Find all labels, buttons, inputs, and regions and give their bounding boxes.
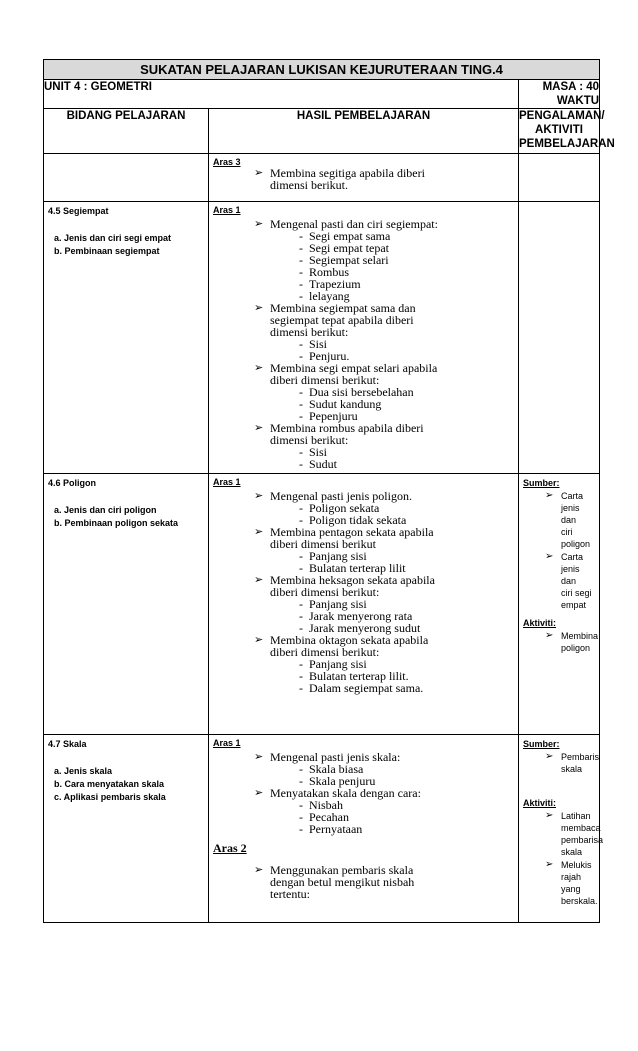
- arrow-bullet-icon: ➢: [254, 751, 264, 763]
- bidang-cell: [44, 474, 209, 735]
- sumber-item: ➢ Carta jenis dan ciri segi empat: [545, 551, 592, 610]
- bidang-cell: [44, 735, 209, 923]
- bullet-item: ➢ Mengenal pasti dan ciri segiempat:: [254, 217, 438, 231]
- pengalaman-cell: [519, 735, 604, 923]
- bidang-cell: [44, 154, 209, 202]
- sumber-item: ➢ Carta jenis dan ciri poligon: [545, 490, 591, 549]
- bullet-item: ➢ Membina oktagon sekata apabila diberi dimensi berikut:: [254, 633, 429, 659]
- bullet-item: ➢ Membina heksagon sekata apabila diberi dimensi berikut:: [254, 573, 435, 599]
- bullet-item: ➢ Mengenal pasti jenis skala:: [254, 750, 401, 764]
- table-row: [44, 474, 600, 735]
- bullet-item: ➢ Menggunakan pembaris skala dengan betul mengikut nisbah tertentu:: [254, 863, 415, 901]
- arrow-bullet-icon: ➢: [254, 167, 264, 179]
- arrow-bullet-icon: ➢: [254, 574, 264, 586]
- topic-title: 4.5 Segiempat: [48, 206, 109, 216]
- arrow-bullet-icon: ➢: [545, 859, 554, 870]
- bullet-item: ➢ Membina segiempat sama dan segiempat tepat apabila diberi dimensi berikut:: [254, 301, 416, 339]
- topic-title: 4.7 Skala: [48, 739, 87, 749]
- unit-label: UNIT 4 : GEOMETRI: [44, 80, 519, 109]
- aktiviti-label: Aktiviti:: [523, 798, 557, 808]
- aras-label: Aras 1: [213, 205, 241, 215]
- subtopic: b. Pembinaan segiempat: [54, 246, 160, 256]
- arrow-bullet-icon: ➢: [545, 630, 554, 641]
- subtopic: a. Jenis dan ciri segi empat: [54, 233, 172, 243]
- table-row: [44, 154, 600, 202]
- arrow-bullet-icon: ➢: [254, 302, 264, 314]
- header-pengalaman-line: AKTIVITI: [535, 124, 583, 136]
- subtopic: b. Cara menyatakan skala: [54, 779, 165, 789]
- masa-label: MASA : 40 WAKTU: [519, 80, 600, 109]
- pengalaman-cell: [519, 154, 600, 202]
- arrow-bullet-icon: ➢: [254, 422, 264, 434]
- aktiviti-item: ➢ Membina poligon: [545, 630, 599, 653]
- aras-label: Aras 2: [213, 841, 247, 855]
- subtopic: b. Pembinaan poligon sekata: [54, 518, 179, 528]
- arrow-bullet-icon: ➢: [545, 810, 554, 821]
- table-row: [44, 735, 600, 923]
- aktiviti-item: ➢ Melukis rajah yang berskala.: [545, 859, 598, 906]
- subtopic: a. Jenis dan ciri poligon: [54, 505, 157, 515]
- header-hasil: HASIL PEMBELAJARAN: [209, 109, 519, 154]
- bullet-item: ➢ Membina rombus apabila diberi dimensi berikut:: [254, 421, 424, 447]
- header-pengalaman-line: PEMBELAJARAN: [519, 138, 615, 150]
- aras-label: Aras 3: [213, 157, 241, 167]
- pengalaman-cell: [519, 202, 600, 474]
- arrow-bullet-icon: ➢: [254, 787, 264, 799]
- bullet-item: ➢ Membina segi empat selari apabila diberi dimensi berikut:: [254, 361, 438, 387]
- header-pengalaman-line: PENGALAMAN/: [519, 110, 605, 122]
- table-row: [44, 202, 600, 474]
- arrow-bullet-icon: ➢: [254, 634, 264, 646]
- arrow-bullet-icon: ➢: [545, 490, 554, 501]
- pengalaman-cell: [519, 474, 600, 735]
- sumber-label: Sumber:: [523, 478, 560, 488]
- bullet-item: ➢ Mengenal pasti jenis poligon.: [254, 489, 412, 503]
- bullet-item: ➢ Membina pentagon sekata apabila diberi dimensi berikut: [254, 525, 434, 551]
- arrow-bullet-icon: ➢: [254, 218, 264, 230]
- aras-label: Aras 1: [213, 477, 241, 487]
- bullet-item: ➢ Membina segitiga apabila diberi dimensi berikut.: [254, 166, 425, 192]
- arrow-bullet-icon: ➢: [545, 551, 554, 562]
- arrow-bullet-icon: ➢: [254, 490, 264, 502]
- subtopic: c. Aplikasi pembaris skala: [54, 792, 166, 802]
- bullet-item: ➢ Menyatakan skala dengan cara:: [254, 786, 421, 800]
- syllabus-table: [43, 59, 615, 923]
- header-bidang: BIDANG PELAJARAN: [44, 109, 209, 154]
- aras-label: Aras 1: [213, 738, 241, 748]
- sumber-item: ➢ Pembaris skala: [545, 751, 600, 774]
- hasil-cell: Aras 1 ➢ Mengenal pasti dan ciri segiempat: - Segi empat sama - Segi empat tepat - Segiempat selari - Rombus - Trapezium - lelayang ➢ Membina segiempat sama dan segiempat tepat apabila diberi dimensi berikut: - Sisi - Penjuru. ➢ Membina segi empat selari apabila diberi dimensi berikut: - Dua sisi bersebelahan - Sudut kandung - Pepenjuru ➢ Membina rombus apabila diberi dimensi berikut: - Sisi - Sudut: [209, 202, 519, 474]
- arrow-bullet-icon: ➢: [254, 362, 264, 374]
- header-pengalaman: [519, 109, 615, 154]
- subtopic: a. Jenis skala: [54, 766, 113, 776]
- hasil-cell: Aras 1 ➢ Mengenal pasti jenis skala: - Skala biasa - Skala penjuru ➢ Menyatakan skala dengan cara: - Nisbah - Pecahan - Pernyataan Aras 2 ➢ Menggunakan pembaris skala dengan betul mengikut nisbah tertentu:: [209, 735, 519, 923]
- arrow-bullet-icon: ➢: [254, 864, 264, 876]
- aktiviti-label: Aktiviti:: [523, 618, 557, 628]
- hasil-cell: Aras 1 ➢ Mengenal pasti jenis poligon. - Poligon sekata - Poligon tidak sekata ➢ Membina pentagon sekata apabila diberi dimensi berikut - Panjang sisi - Bulatan terterap lilit ➢ Membina heksagon sekata apabila diberi dimensi berikut: - Panjang sisi - Jarak menyerong rata - Jarak menyerong sudut ➢ Membina oktagon sekata apabila diberi dimensi berikut: - Panjang sisi - Bulatan terterap lilit. - Dalam segiempat sama.: [209, 474, 519, 735]
- aktiviti-item: ➢ Latihan membaca pembarisa skala: [545, 810, 604, 857]
- arrow-bullet-icon: ➢: [254, 526, 264, 538]
- bidang-cell: [44, 202, 209, 474]
- arrow-bullet-icon: ➢: [545, 751, 554, 762]
- topic-title: 4.6 Poligon: [48, 478, 97, 488]
- hasil-cell: [209, 154, 519, 202]
- sumber-label: Sumber:: [523, 739, 560, 749]
- table-title: SUKATAN PELAJARAN LUKISAN KEJURUTERAAN TING.4: [44, 60, 600, 80]
